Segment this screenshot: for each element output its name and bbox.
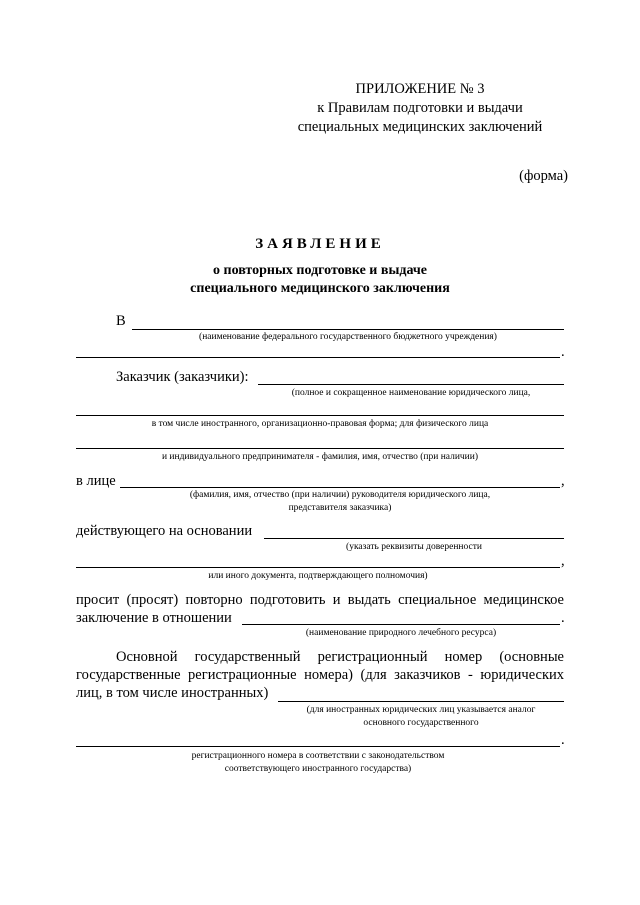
ogrn-period: . [561, 732, 565, 748]
customer-field-3[interactable] [76, 448, 564, 449]
person-comma: , [561, 473, 565, 489]
appendix-title: ПРИЛОЖЕНИЕ № 3 [355, 81, 485, 97]
basis-field-2[interactable] [76, 567, 560, 568]
appendix-line-3: специальных медицинских заключений [297, 119, 543, 135]
ogrn-caption-2: основного государственного [363, 718, 479, 728]
customer-field[interactable] [258, 384, 564, 385]
resource-field[interactable] [242, 624, 560, 625]
document-title: ЗАЯВЛЕНИЕ [255, 236, 385, 252]
customer-caption-2: в том числе иностранного, организационно-правовая форма; для физического лица [151, 419, 489, 429]
person-caption-2: представителя заказчика) [288, 503, 392, 513]
basis-caption-1: (указать реквизиты доверенности [346, 542, 482, 552]
ogrn-field[interactable] [278, 701, 564, 702]
to-caption: (наименование федерального государственного бюджетного учреждения) [199, 332, 497, 342]
person-caption-1: (фамилия, имя, отчество (при наличии) руководителя юридического лица, [189, 490, 491, 500]
resource-period: . [561, 610, 565, 626]
request-line-1: просит (просят) повторно подготовить и выдать специальное медицинское [76, 592, 564, 608]
appendix-header [290, 80, 550, 137]
basis-label: действующего на основании [76, 523, 253, 539]
document-subtitle-1: о повторных подготовке и выдаче [213, 263, 427, 278]
to-institution-field-2[interactable] [76, 357, 560, 358]
basis-caption-2: или иного документа, подтверждающего полномочия) [208, 571, 428, 581]
ogrn-line-1: Основной государственный регистрационный номер (основные [116, 649, 564, 665]
basis-comma: , [561, 553, 565, 569]
resource-caption: (наименование природного лечебного ресурса) [305, 628, 497, 638]
person-field[interactable] [120, 487, 560, 488]
customer-caption-3: и индивидуального предпринимателя - фамилия, имя, отчество (при наличии) [161, 452, 479, 462]
request-line-2: заключение в отношении [76, 610, 232, 626]
to-label: В [116, 313, 126, 329]
document-subtitle-2: специального медицинского заключения [190, 281, 450, 296]
to-period: . [561, 344, 565, 360]
customer-field-2[interactable] [76, 415, 564, 416]
person-label: в лице [76, 473, 116, 489]
ogrn-field-2[interactable] [76, 746, 560, 747]
customer-label: Заказчик (заказчики): [116, 369, 249, 385]
ogrn-line-3: лиц, в том числе иностранных) [76, 685, 269, 701]
ogrn-caption-1: (для иностранных юридических лиц указывается аналог [306, 705, 536, 715]
customer-caption-1: (полное и сокращенное наименование юридического лица, [291, 388, 531, 398]
appendix-line-2: к Правилам подготовки и выдачи [317, 100, 523, 116]
to-institution-field[interactable] [132, 329, 564, 330]
ogrn-line-2: государственные регистрационные номера) (для заказчиков - юридических [76, 667, 564, 683]
form-note: (форма) [519, 168, 568, 184]
ogrn-caption-3: регистрационного номера в соответствии с законодательством [191, 751, 445, 761]
basis-field[interactable] [264, 538, 564, 539]
ogrn-caption-4: соответствующего иностранного государства) [224, 764, 412, 774]
